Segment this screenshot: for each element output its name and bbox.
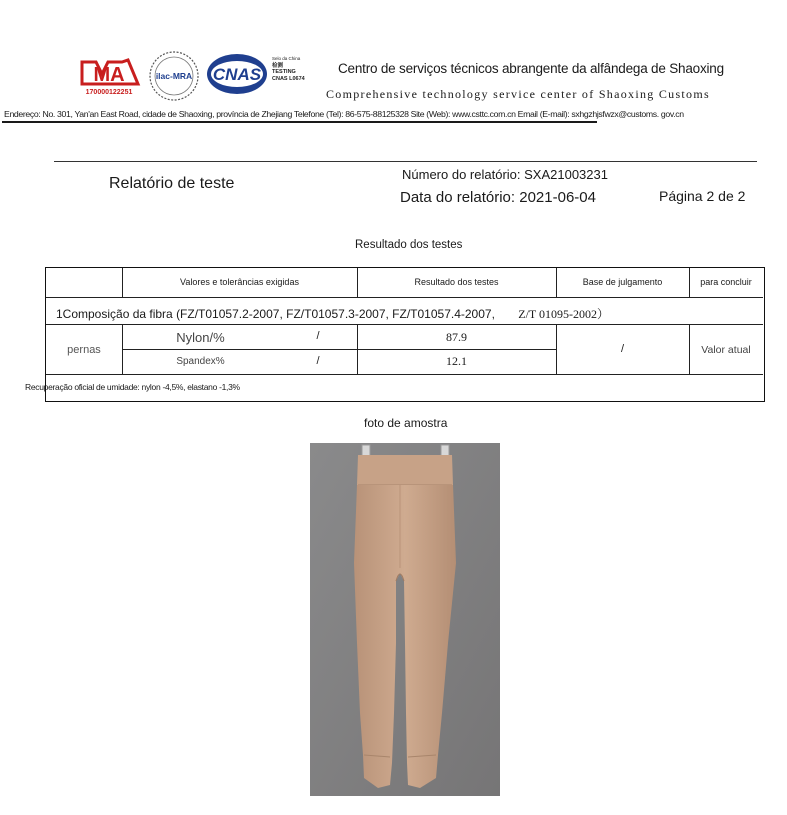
- cnas-logo-text: CNAS: [212, 65, 262, 84]
- page-indicator: Página 2 de 2: [659, 188, 746, 204]
- cnas-logo: [206, 52, 268, 96]
- fiber-name: Spandex%: [176, 356, 225, 367]
- column-header-conclusion: para concluir: [700, 277, 752, 287]
- test-result-value: 12.1: [446, 354, 467, 368]
- report-date: Data do relatório: 2021-06-04: [400, 189, 596, 206]
- photo-title: foto de amostra: [364, 416, 448, 430]
- judgement-basis: /: [620, 343, 625, 355]
- fiber-name: Nylon/%: [176, 330, 225, 345]
- report-title: Relatório de teste: [109, 175, 235, 192]
- test-result-value: 87.9: [446, 330, 467, 344]
- table-rule: [46, 324, 763, 325]
- sample-part-label: pernas: [67, 344, 101, 356]
- address-underline: [2, 121, 597, 123]
- cma-logo: [76, 56, 142, 100]
- conclusion-value: Valor atual: [701, 344, 751, 356]
- required-value: /: [316, 355, 320, 367]
- table-rule: [122, 349, 556, 350]
- cma-logo-text: MA: [93, 64, 125, 86]
- contact-address: Endereço: No. 301, Yan'an East Road, cidade de Shaoxing, província de Zhejiang Telefone (Tel): 86-575-88125328 Site (Web): www.csttc.com.cn Email (E-mail): sxhgzhjsfwzx@customs. gov.cn: [4, 109, 684, 119]
- table-rule: [46, 374, 763, 375]
- report-number: Número do relatório: SXA21003231: [402, 167, 608, 182]
- center-title-portuguese: Centro de serviços técnicos abrangente da alfândega de Shaoxing: [338, 61, 724, 76]
- column-header-required: Valores e tolerâncias exigidas: [180, 277, 299, 287]
- column-header-result: Resultado dos testes: [414, 277, 499, 287]
- results-title: Resultado dos testes: [355, 239, 463, 251]
- header-divider: [54, 161, 757, 162]
- ilac-logo-text: ilac-MRA: [155, 71, 193, 81]
- table-rule: [46, 297, 763, 298]
- cnas-side-label: Selo da China 检测 TESTING CNAS L0674: [272, 56, 305, 82]
- moisture-regain-note: Recuperação oficial de umidade: nylon -4,5%, elastano -1,3%: [25, 382, 240, 392]
- cma-number: 170000122251: [85, 89, 133, 96]
- sample-photo: [310, 443, 500, 796]
- column-header-basis: Base de julgamento: [582, 277, 663, 287]
- center-title-english: Comprehensive technology service center of Shaoxing Customs: [326, 87, 710, 101]
- ilac-mra-logo: [148, 50, 200, 102]
- required-value: /: [316, 330, 320, 342]
- fiber-composition-standards: 1Composição da fibra (FZ/T01057.2-2007, FZ/T01057.3-2007, FZ/T01057.4-2007, Z/T 01095-2002）: [56, 307, 610, 321]
